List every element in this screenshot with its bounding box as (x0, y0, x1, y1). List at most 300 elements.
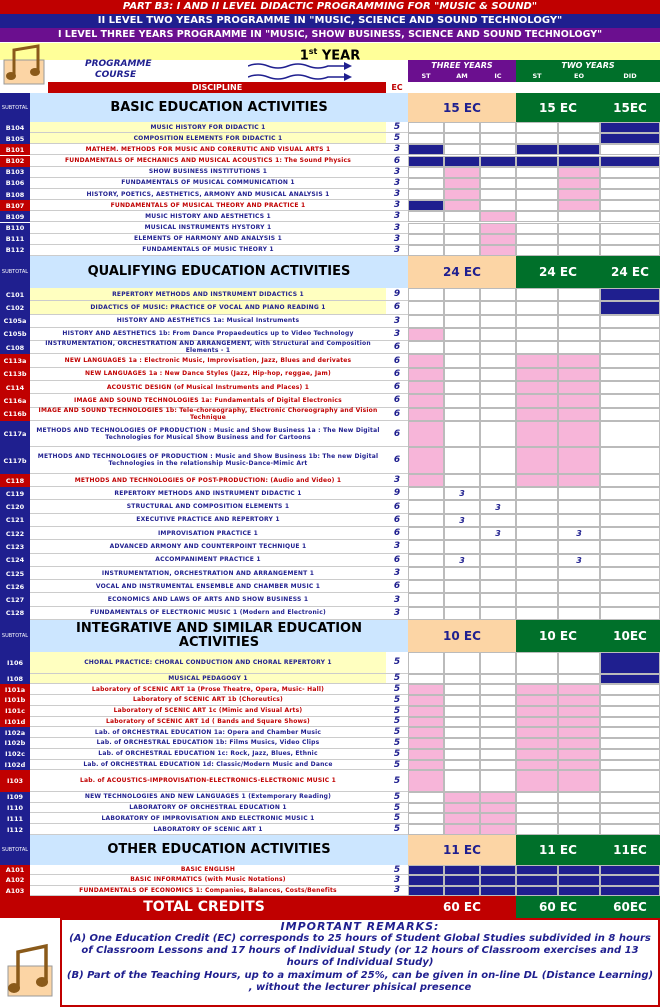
course-title: MUSIC HISTORY AND AESTHETICS 1 (30, 211, 386, 222)
course-row (0, 178, 660, 189)
course-cell (516, 749, 558, 760)
col-st-2y: ST (516, 71, 558, 82)
course-cell (444, 580, 480, 593)
course-cell (600, 368, 660, 381)
course-row (0, 408, 660, 421)
course-ec: 3 (386, 474, 408, 487)
course-title: FUNDAMENTALS OF ELECTRONIC MUSIC 1 (Modern and Electronic) (30, 607, 386, 620)
course-cell (600, 122, 660, 133)
course-cell (600, 474, 660, 487)
programme-label: PROGRAMME (85, 59, 152, 69)
course-row (0, 421, 660, 448)
music-notes-icon (2, 940, 56, 1000)
course-row (0, 749, 660, 760)
course-row (0, 144, 660, 155)
course-cell (516, 540, 558, 553)
course-code: A103 (0, 886, 30, 896)
course-cell (558, 178, 600, 189)
course-cell (558, 288, 600, 301)
course-cell (408, 234, 444, 245)
course-cell (558, 354, 600, 367)
course-cell (444, 133, 480, 144)
ec-header: EC (391, 83, 403, 92)
course-cell (444, 684, 480, 695)
course-cell (516, 234, 558, 245)
course-cell (408, 695, 444, 706)
two-years-header: TWO YEARS (516, 60, 660, 71)
course-ec: 3 (386, 223, 408, 234)
course-cell (408, 487, 444, 500)
course-code: I101d (0, 717, 30, 728)
course-cell (444, 540, 480, 553)
course-row (0, 354, 660, 367)
course-code: I102c (0, 749, 30, 760)
section-ec-two-years-st-eo: 24 EC (516, 256, 600, 288)
remark-a: (A) One Education Credit (EC) corresponds to 25 hours of Student Global Studies subdivided in 8 hours of Classroom Lessons and 17 hours of Individual Study (or 12 hours of Classroom exercises and 13 hours of Individual Study) (69, 933, 651, 968)
course-cell (480, 474, 516, 487)
course-title: LABORATORY OF IMPROVISATION AND ELECTRONIC MUSIC 1 (30, 813, 386, 824)
course-cell (408, 200, 444, 211)
course-code: C120 (0, 500, 30, 513)
course-cell (600, 674, 660, 685)
course-cell (600, 593, 660, 606)
course-cell (558, 328, 600, 341)
course-cell (480, 749, 516, 760)
course-row (0, 328, 660, 341)
col-eo: EO (558, 71, 600, 82)
course-cell (480, 421, 516, 448)
course-title: CHORAL PRACTICE: CHORAL CONDUCTION AND CHORAL REPERTORY 1 (30, 652, 386, 674)
course-cell (444, 717, 480, 728)
course-cell (444, 447, 480, 474)
course-row (0, 223, 660, 234)
course-cell (408, 189, 444, 200)
course-row (0, 514, 660, 527)
course-cell (516, 301, 558, 314)
course-title: INSTRUMENTATION, ORCHESTRATION AND ARRANGEMENT, with Structural and Composition Elements - 1 (30, 341, 386, 354)
course-row (0, 674, 660, 685)
course-cell (600, 133, 660, 144)
course-code: I111 (0, 813, 30, 824)
course-ec: 6 (386, 527, 408, 540)
course-cell (600, 717, 660, 728)
course-code: B110 (0, 223, 30, 234)
course-cell (516, 133, 558, 144)
course-cell (600, 580, 660, 593)
course-cell (408, 717, 444, 728)
course-cell (558, 760, 600, 771)
course-row (0, 200, 660, 211)
course-cell (558, 567, 600, 580)
course-code: C116a (0, 394, 30, 407)
section-side-label: SUBTOTAL (0, 620, 30, 652)
course-cell (480, 381, 516, 394)
course-cell (600, 144, 660, 155)
course-cell (558, 580, 600, 593)
course-code: I101b (0, 695, 30, 706)
course-row (0, 211, 660, 222)
course-code: C116b (0, 408, 30, 421)
course-cell (480, 717, 516, 728)
course-cell (516, 527, 558, 540)
course-cell (558, 211, 600, 222)
course-cell (444, 156, 480, 167)
course-cell (444, 315, 480, 328)
course-row (0, 122, 660, 133)
course-cell (444, 792, 480, 803)
course-cell (480, 447, 516, 474)
course-cell (408, 421, 444, 448)
course-ec: 6 (386, 500, 408, 513)
course-cell (516, 674, 558, 685)
course-ec: 5 (386, 760, 408, 771)
course-ec: 3 (386, 540, 408, 553)
course-cell (408, 580, 444, 593)
course-cell (558, 886, 600, 896)
course-cell (600, 301, 660, 314)
course-cell (480, 684, 516, 695)
total-ec-three-years: 60 EC (408, 896, 516, 918)
important-remarks (60, 918, 660, 1007)
course-cell (516, 813, 558, 824)
course-ec: 3 (386, 189, 408, 200)
course-cell (558, 824, 600, 835)
course-title: FUNDAMENTALS OF MUSICAL COMMUNICATION 1 (30, 178, 386, 189)
course-row (0, 540, 660, 553)
course-cell (408, 540, 444, 553)
course-ec: 6 (386, 394, 408, 407)
course-ec: 3 (386, 593, 408, 606)
course-ec: 3 (386, 200, 408, 211)
discipline-header: DISCIPLINE (48, 82, 386, 93)
course-cell (558, 727, 600, 738)
course-title: LABORATORY OF ORCHESTRAL EDUCATION 1 (30, 803, 386, 814)
course-cell (558, 474, 600, 487)
course-title: Laboratory of SCENIC ART 1d ( Bands and Square Shows) (30, 717, 386, 728)
course-ec: 5 (386, 727, 408, 738)
course-cell (516, 144, 558, 155)
course-row (0, 487, 660, 500)
course-cell (408, 770, 444, 792)
course-cell (480, 886, 516, 896)
course-cell (408, 760, 444, 771)
course-ec: 3 (386, 178, 408, 189)
course-cell (600, 684, 660, 695)
course-cell (558, 514, 600, 527)
course-title: ECONOMICS AND LAWS OF ARTS AND SHOW BUSINESS 1 (30, 593, 386, 606)
course-cell (444, 738, 480, 749)
course-cell (516, 341, 558, 354)
course-label: COURSE (95, 70, 137, 80)
course-cell (558, 301, 600, 314)
section-ec-two-years-st-eo: 10 EC (516, 620, 600, 652)
section-title: QUALIFYING EDUCATION ACTIVITIES (30, 256, 408, 288)
course-cell (516, 315, 558, 328)
section-header-other (0, 835, 660, 865)
course-cell (444, 189, 480, 200)
course-code: I103 (0, 770, 30, 792)
course-cell (600, 178, 660, 189)
section-ec-did: 15EC (600, 93, 660, 122)
course-row (0, 189, 660, 200)
course-cell (558, 368, 600, 381)
course-cell (600, 394, 660, 407)
course-cell (408, 749, 444, 760)
course-ec: 6 (386, 156, 408, 167)
course-row (0, 770, 660, 792)
course-title: Laboratory of SCENIC ART 1c (Mimic and Visual Arts) (30, 706, 386, 717)
course-cell (600, 381, 660, 394)
course-code: I101a (0, 684, 30, 695)
course-cell (444, 886, 480, 896)
course-cell (444, 593, 480, 606)
col-ic: IC (480, 71, 516, 82)
course-row (0, 738, 660, 749)
course-row (0, 474, 660, 487)
course-cell (444, 421, 480, 448)
course-cell (408, 865, 444, 875)
section-ec-two-years-st-eo: 15 EC (516, 93, 600, 122)
course-title: FUNDAMENTALS OF MUSICAL THEORY AND PRACTICE 1 (30, 200, 386, 211)
course-cell (600, 824, 660, 835)
section-side-label: SUBTOTAL (0, 835, 30, 865)
course-title: ELEMENTS OF HARMONY AND ANALYSIS 1 (30, 234, 386, 245)
course-cell (444, 527, 480, 540)
course-cell (480, 223, 516, 234)
course-code: I101c (0, 706, 30, 717)
course-title: Lab. of ORCHESTRAL EDUCATION 1b: Films Musics, Video Clips (30, 738, 386, 749)
course-cell (408, 394, 444, 407)
course-cell (516, 727, 558, 738)
course-code: B106 (0, 178, 30, 189)
course-ec: 6 (386, 354, 408, 367)
course-ec: 6 (386, 554, 408, 567)
course-cell (516, 328, 558, 341)
course-cell (480, 865, 516, 875)
course-cell (600, 792, 660, 803)
course-cell (516, 684, 558, 695)
course-row (0, 567, 660, 580)
course-cell (444, 674, 480, 685)
course-code: C113a (0, 354, 30, 367)
course-cell (516, 514, 558, 527)
course-cell (558, 200, 600, 211)
year-label: 1st YEAR (0, 43, 660, 60)
course-cell (516, 554, 558, 567)
course-cell (558, 381, 600, 394)
course-code: B102 (0, 156, 30, 167)
course-ec: 6 (386, 301, 408, 314)
course-row (0, 727, 660, 738)
course-cell (600, 245, 660, 256)
course-cell (558, 133, 600, 144)
course-ec: 5 (386, 695, 408, 706)
course-cell (444, 200, 480, 211)
course-cell (516, 487, 558, 500)
course-title: INSTRUMENTATION, ORCHESTRATION AND ARRANGEMENT 1 (30, 567, 386, 580)
course-ec: 5 (386, 792, 408, 803)
course-title: MUSIC HISTORY FOR DIDACTIC 1 (30, 122, 386, 133)
course-cell (600, 749, 660, 760)
course-cell (444, 144, 480, 155)
course-code: C125 (0, 567, 30, 580)
course-title: HISTORY AND AESTHETICS 1a: Musical Instruments (30, 315, 386, 328)
course-cell (600, 211, 660, 222)
section-title: OTHER EDUCATION ACTIVITIES (30, 835, 408, 865)
course-cell (444, 695, 480, 706)
course-cell (408, 368, 444, 381)
course-code: A102 (0, 875, 30, 885)
course-cell (480, 189, 516, 200)
course-cell (600, 189, 660, 200)
course-cell (408, 875, 444, 885)
total-ec-did: 60EC (600, 896, 660, 918)
course-cell (516, 792, 558, 803)
course-row (0, 527, 660, 540)
course-cell (408, 354, 444, 367)
course-code: C102 (0, 301, 30, 314)
course-title: BASIC INFORMATICS (with Music Notations) (30, 875, 386, 885)
col-am: AM (444, 71, 480, 82)
course-cell (558, 706, 600, 717)
remark-b: (B) Part of the Teaching Hours, up to a maximum of 25%, can be given in on-line DL (Distance Learning) , without the lecturer phisical presence (66, 970, 654, 993)
course-cell (408, 245, 444, 256)
header-title: PART B3: I AND II LEVEL DIDACTIC PROGRAMMING FOR "MUSIC & SOUND" (0, 0, 660, 14)
course-title: MUSICAL PEDAGOGY 1 (30, 674, 386, 685)
course-ec: 3 (386, 328, 408, 341)
course-cell (600, 315, 660, 328)
course-cell (480, 234, 516, 245)
section-header-basic (0, 93, 660, 122)
course-ec: 5 (386, 652, 408, 674)
course-title: EXECUTIVE PRACTICE AND REPERTORY 1 (30, 514, 386, 527)
section-side-label: SUBTOTAL (0, 256, 30, 288)
course-ec: 3 (386, 886, 408, 896)
course-cell (408, 408, 444, 421)
course-cell (600, 695, 660, 706)
course-cell (600, 760, 660, 771)
course-cell (516, 865, 558, 875)
course-cell (600, 487, 660, 500)
course-row (0, 792, 660, 803)
course-title: Laboratory of SCENIC ART 1b (Choreutics) (30, 695, 386, 706)
section-header-integ (0, 620, 660, 652)
course-cell (444, 500, 480, 513)
course-cell (558, 500, 600, 513)
course-code: I102a (0, 727, 30, 738)
music-notes-icon (0, 42, 48, 86)
course-code: C126 (0, 580, 30, 593)
course-cell (600, 554, 660, 567)
course-cell (480, 200, 516, 211)
course-title: MUSICAL INSTRUMENTS HYSTORY 1 (30, 223, 386, 234)
course-cell (444, 474, 480, 487)
course-ec: 3 (386, 234, 408, 245)
course-cell (558, 717, 600, 728)
course-cell (558, 315, 600, 328)
course-cell (480, 554, 516, 567)
course-row (0, 167, 660, 178)
course-cell (444, 760, 480, 771)
course-title: IMAGE AND SOUND TECHNOLOGIES 1a: Fundamentals of Digital Electronics (30, 394, 386, 407)
course-cell (558, 607, 600, 620)
course-cell (408, 803, 444, 814)
course-cell (480, 144, 516, 155)
three-years-header: THREE YEARS (408, 60, 516, 71)
course-ec: 6 (386, 421, 408, 448)
course-cell (558, 803, 600, 814)
course-cell (558, 156, 600, 167)
course-cell: 3 (444, 487, 480, 500)
course-cell (600, 813, 660, 824)
course-cell (600, 527, 660, 540)
course-cell (516, 652, 558, 674)
course-cell (408, 328, 444, 341)
course-cell (480, 315, 516, 328)
course-code: C122 (0, 527, 30, 540)
course-code: C108 (0, 341, 30, 354)
course-ec: 3 (386, 245, 408, 256)
course-code: C124 (0, 554, 30, 567)
course-cell (600, 421, 660, 448)
course-ec: 5 (386, 706, 408, 717)
course-code: B111 (0, 234, 30, 245)
course-cell (444, 211, 480, 222)
course-cell (480, 408, 516, 421)
course-title: FUNDAMENTALS OF MECHANICS AND MUSICAL ACOUSTICS 1: The Sound Physics (30, 156, 386, 167)
course-cell (444, 178, 480, 189)
course-cell (444, 408, 480, 421)
course-code: I102d (0, 760, 30, 771)
course-cell (558, 593, 600, 606)
col-did: DID (600, 71, 660, 82)
course-cell (516, 381, 558, 394)
course-cell (408, 301, 444, 314)
course-code: C118 (0, 474, 30, 487)
course-cell (480, 368, 516, 381)
course-row (0, 394, 660, 407)
course-cell (558, 408, 600, 421)
course-cell (558, 875, 600, 885)
course-title: METHODS AND TECHNOLOGIES OF POST-PRODUCTION: (Audio and Video) 1 (30, 474, 386, 487)
course-code: B112 (0, 245, 30, 256)
course-cell (600, 354, 660, 367)
course-code: I110 (0, 803, 30, 814)
course-ec: 5 (386, 738, 408, 749)
header-second-level: II LEVEL TWO YEARS PROGRAMME IN "MUSIC, SCIENCE AND SOUND TECHNOLOGY" (0, 14, 660, 28)
course-ec: 5 (386, 803, 408, 814)
course-cell (444, 167, 480, 178)
course-cell (516, 167, 558, 178)
course-ec: 3 (386, 211, 408, 222)
course-cell (516, 770, 558, 792)
section-ec-did: 11EC (600, 835, 660, 865)
course-ec: 5 (386, 122, 408, 133)
course-cell (516, 717, 558, 728)
course-cell (408, 652, 444, 674)
course-cell (444, 245, 480, 256)
course-ec: 3 (386, 144, 408, 155)
course-cell (600, 156, 660, 167)
total-credits-row (0, 896, 660, 918)
course-cell (408, 167, 444, 178)
course-cell (480, 514, 516, 527)
course-code: B109 (0, 211, 30, 222)
course-cell (516, 500, 558, 513)
course-row (0, 684, 660, 695)
course-cell (444, 706, 480, 717)
course-code: B108 (0, 189, 30, 200)
